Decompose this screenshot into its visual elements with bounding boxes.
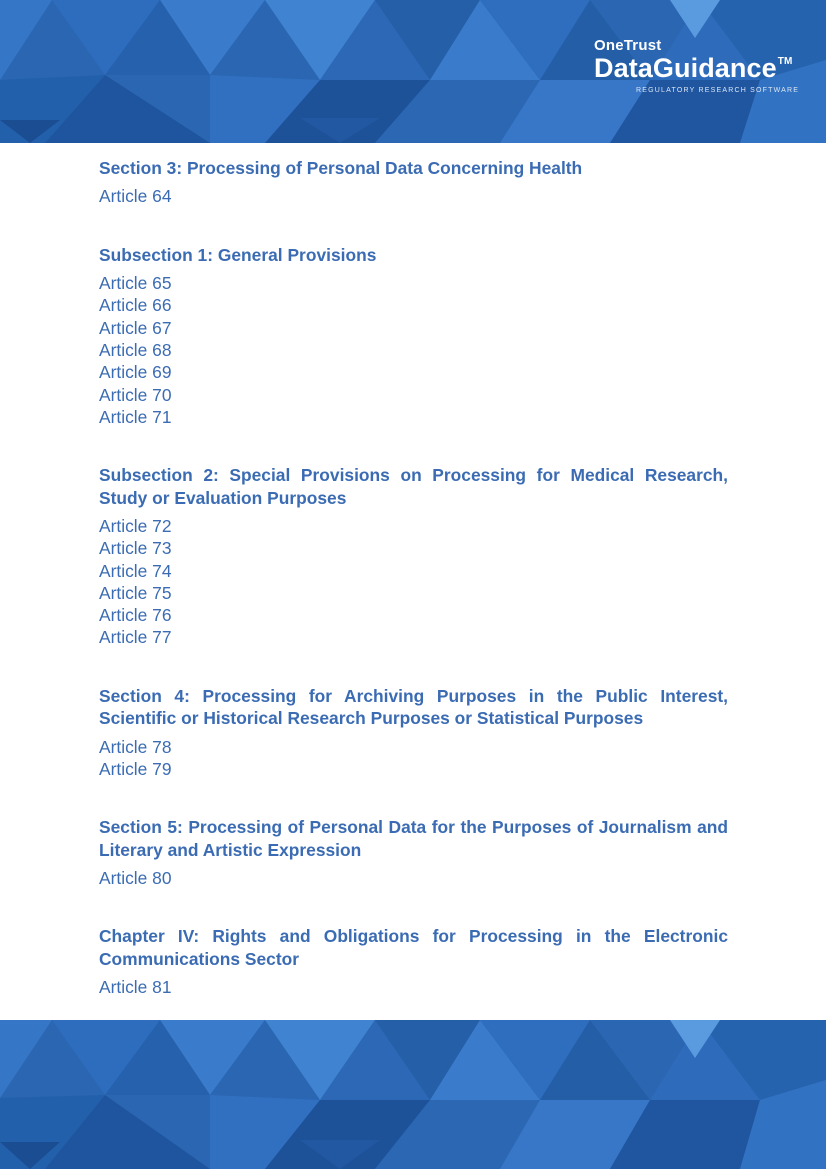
article-link[interactable]: Article 78 xyxy=(99,736,172,757)
brand-tagline: REGULATORY RESEARCH SOFTWARE xyxy=(636,87,800,94)
article-link[interactable]: Article 69 xyxy=(99,362,172,383)
article-list xyxy=(99,736,728,781)
section-heading: Subsection 2: Special Provisions on Processing for Medical Research, Study or Evaluation Purposes xyxy=(99,465,728,508)
article-list xyxy=(99,272,728,428)
article-link[interactable]: Article 65 xyxy=(99,273,172,294)
article-list xyxy=(99,867,728,889)
article-link[interactable]: Article 76 xyxy=(99,605,172,626)
article-link[interactable]: Article 80 xyxy=(99,868,172,888)
article-link[interactable]: Article 73 xyxy=(99,538,172,559)
section-heading: Section 5: Processing of Personal Data for the Purposes of Journalism and Literary and Artistic Expression xyxy=(99,817,728,860)
table-of-contents xyxy=(99,157,728,1034)
brand-product-name: DataGuidance xyxy=(594,53,777,83)
article-link[interactable]: Article 72 xyxy=(99,516,172,536)
toc-section xyxy=(99,244,728,428)
article-link[interactable]: Article 74 xyxy=(99,560,172,581)
section-heading: Chapter IV: Rights and Obligations for Processing in the Electronic Communications Sector xyxy=(99,926,728,969)
article-link[interactable]: Article 67 xyxy=(99,317,172,338)
brand-logo xyxy=(594,38,799,94)
section-heading: Subsection 1: General Provisions xyxy=(99,244,377,265)
trademark-symbol: TM xyxy=(777,56,793,67)
article-link[interactable]: Article 68 xyxy=(99,340,172,360)
article-link[interactable]: Article 70 xyxy=(99,384,172,405)
article-link[interactable]: Article 64 xyxy=(99,186,172,207)
article-link[interactable]: Article 77 xyxy=(99,627,172,648)
article-link[interactable]: Article 81 xyxy=(99,977,172,998)
toc-section xyxy=(99,157,728,208)
brand-company: OneTrust xyxy=(594,37,662,54)
article-link[interactable]: Article 66 xyxy=(99,295,172,316)
footer-banner xyxy=(0,1020,826,1169)
triangle-pattern xyxy=(0,1020,826,1169)
toc-section xyxy=(99,685,728,780)
header-banner xyxy=(0,0,826,143)
brand-product xyxy=(594,55,799,82)
toc-section xyxy=(99,816,728,889)
section-heading: Section 4: Processing for Archiving Purposes in the Public Interest, Scientific or Historical Research Purposes or Statistical Purposes xyxy=(99,685,728,729)
section-heading: Section 3: Processing of Personal Data Concerning Health xyxy=(99,158,583,178)
article-list xyxy=(99,185,728,207)
article-link[interactable]: Article 71 xyxy=(99,406,172,427)
toc-section xyxy=(99,925,728,998)
article-link[interactable]: Article 75 xyxy=(99,582,172,603)
article-list xyxy=(99,515,728,649)
article-link[interactable]: Article 79 xyxy=(99,758,172,779)
toc-section xyxy=(99,464,728,649)
article-list xyxy=(99,976,728,998)
